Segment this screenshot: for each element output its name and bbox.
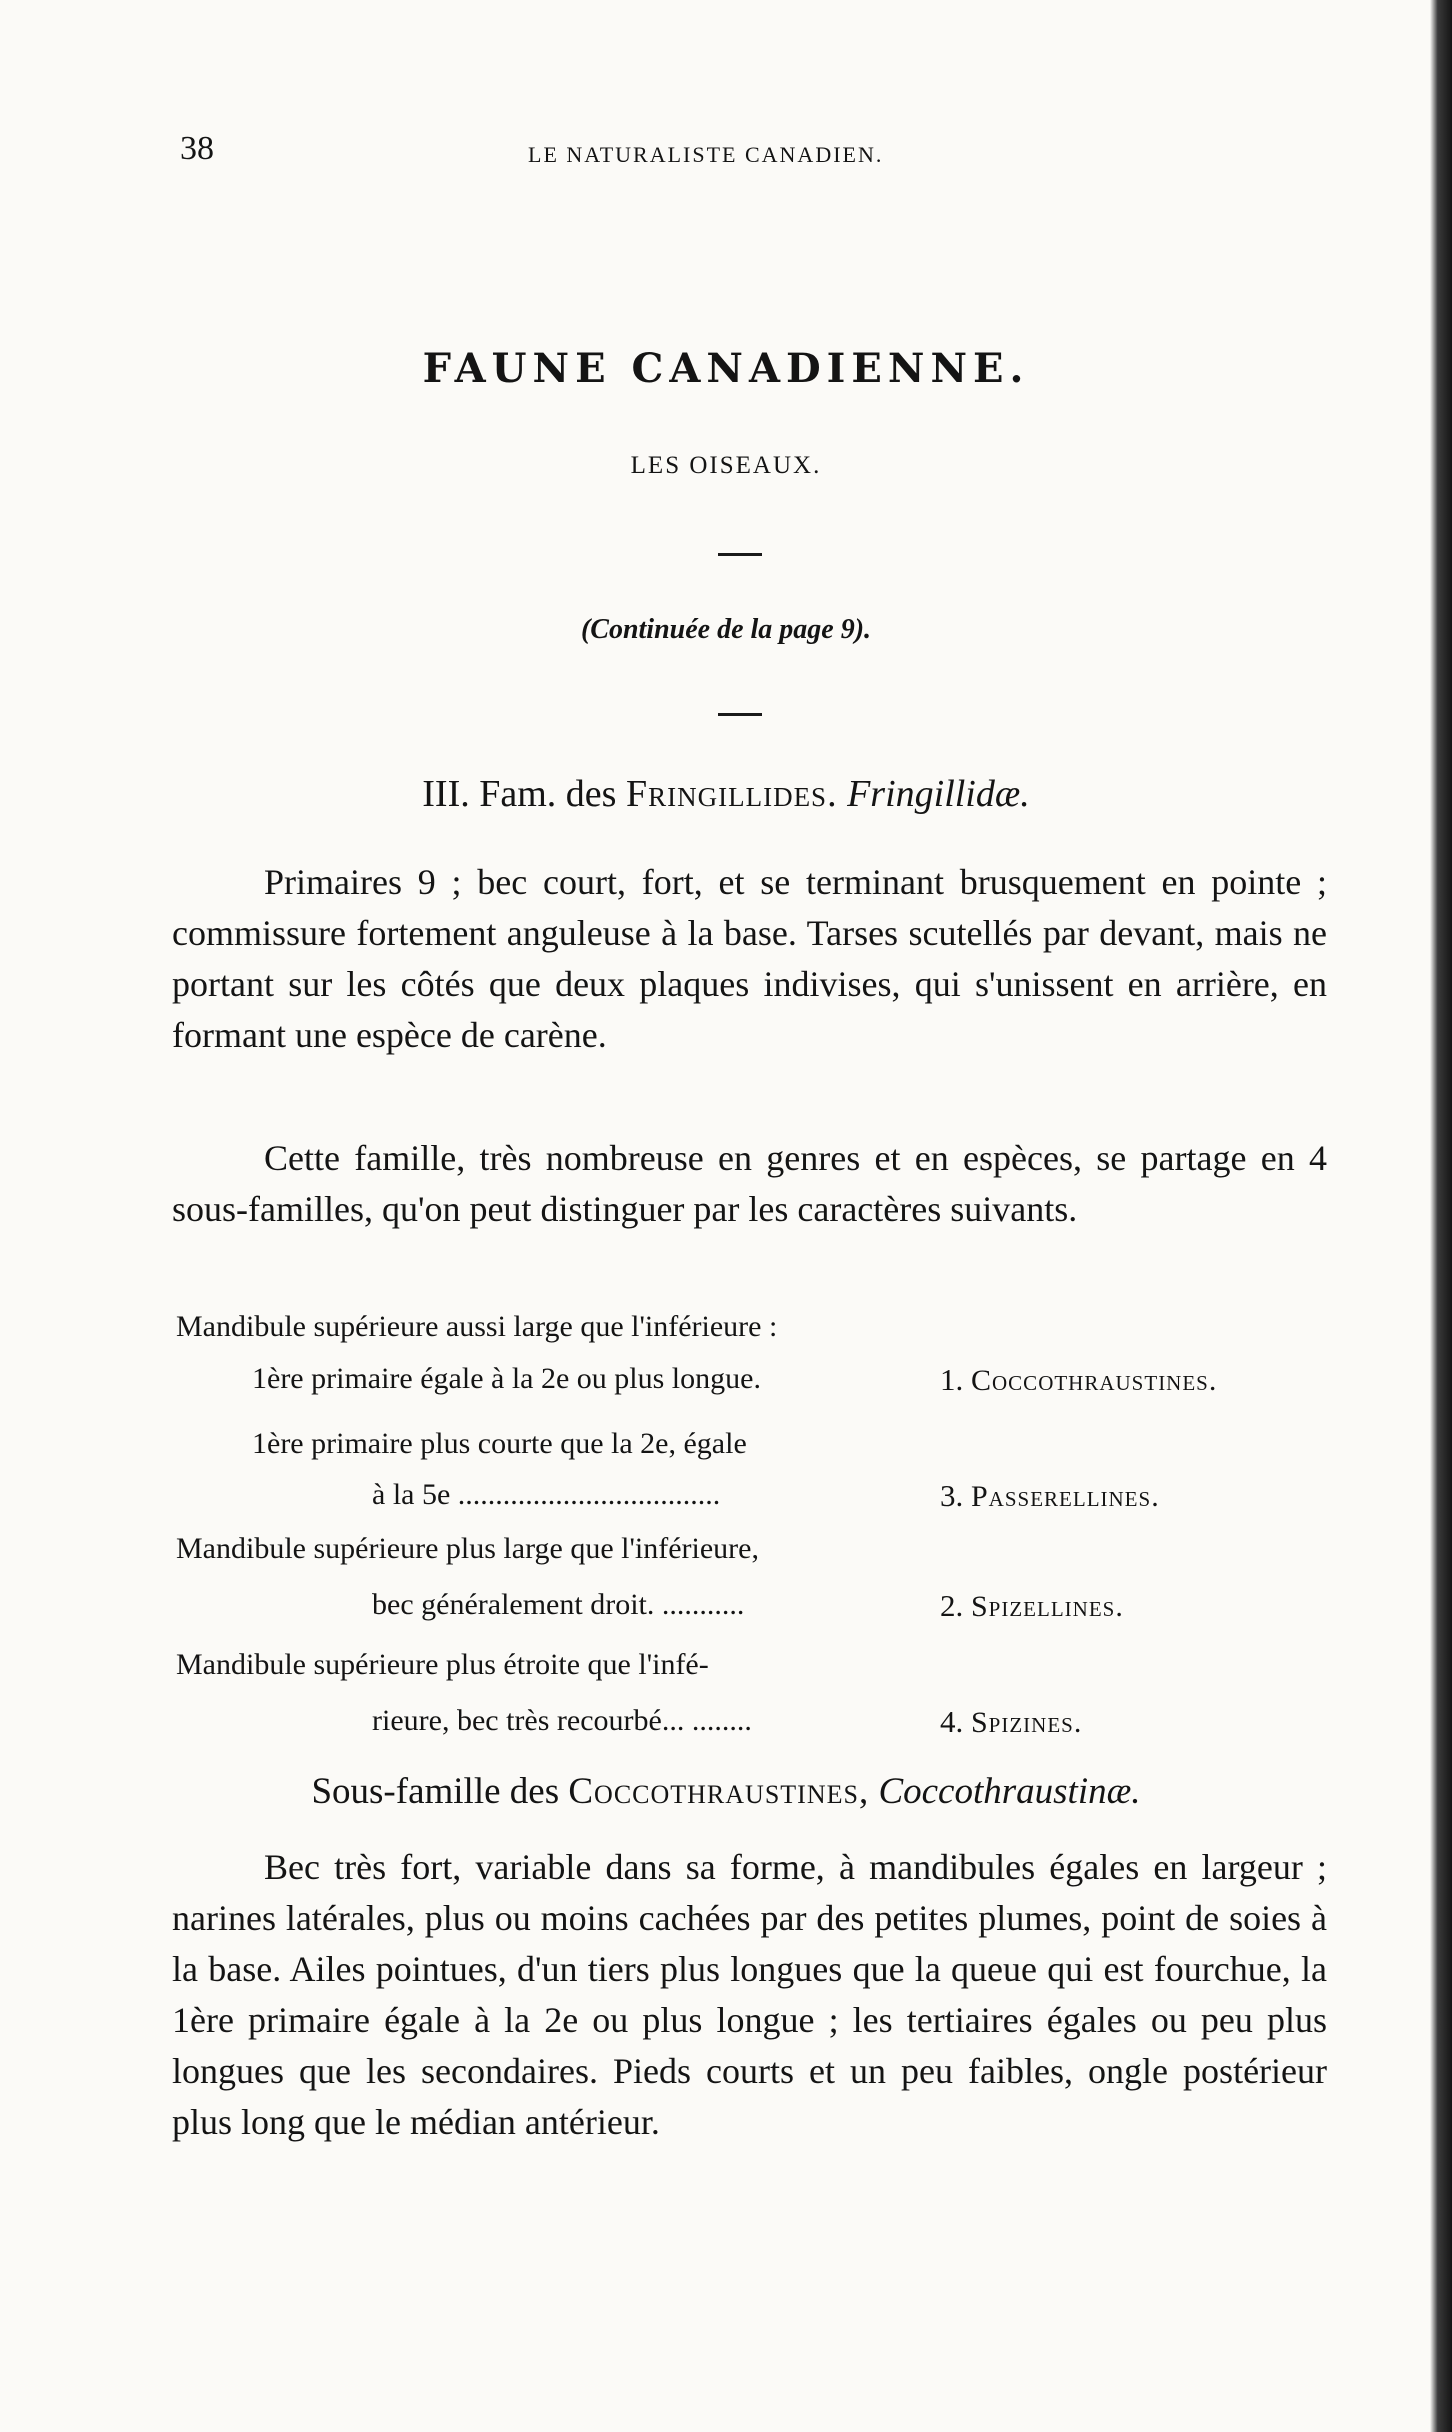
continued-text: (Continuée de la page 9). — [580, 614, 872, 645]
subfamily-heading — [0, 1770, 1452, 1813]
section-title: FAUNE CANADIENNE. — [422, 345, 1030, 392]
key-result — [940, 1478, 1160, 1514]
paragraph-characters: Primaires 9 ; bec court, fort, et se terminant brusquement en pointe ; commissure fortement anguleuse à la base. Tarses scutellés par devant, mais ne portant sur les côtés que deux plaques indivises, qui s'unissent en arrière, en formant une espèce de carène. — [172, 862, 1327, 1055]
family-name: Fringillides. — [625, 773, 838, 815]
page-number: 38 — [180, 130, 214, 167]
paragraph-subfamilies: Cette famille, très nombreuse en genres et en espèces, se partage en 4 sous-familles, qu'on peut distinguer par les caractères suivants. — [172, 1138, 1327, 1229]
subfamily-prefix: Sous-famille des — [311, 1771, 560, 1812]
continued-note — [0, 614, 1452, 646]
key-result-number: 1. — [940, 1362, 964, 1397]
key-result — [940, 1588, 1124, 1624]
key-result-number: 4. — [940, 1704, 964, 1739]
subfamily-name: Coccothraustines, — [568, 1771, 870, 1812]
subfamily-latin: Coccothraustinæ. — [878, 1771, 1141, 1812]
key-result-number: 3. — [940, 1478, 964, 1513]
key-result — [940, 1362, 1217, 1398]
running-head — [180, 130, 1320, 170]
family-latin: Fringillidæ. — [847, 773, 1030, 815]
journal-title: LE NATURALISTE CANADIEN. — [528, 142, 884, 167]
key-line: Mandibule supérieure plus large que l'inférieure, — [176, 1532, 759, 1565]
key-result-name: Passerellines. — [971, 1480, 1160, 1513]
family-prefix: III. Fam. des — [422, 773, 617, 815]
section-subtitle: LES OISEAUX. — [630, 452, 822, 479]
key-line: rieure, bec très recourbé... ........ — [372, 1704, 752, 1737]
key-result-number: 2. — [940, 1588, 964, 1623]
key-line: Mandibule supérieure aussi large que l'inférieure : — [176, 1310, 778, 1343]
key-line: Mandibule supérieure plus étroite que l'infé- — [176, 1648, 709, 1681]
key-result-name: Spizellines. — [971, 1590, 1124, 1623]
key-result-name: Spizines. — [971, 1706, 1083, 1739]
paragraph-coccothraustines: Bec très fort, variable dans sa forme, à mandibules égales en largeur ; narines latérales, plus ou moins cachées par des petites plumes, point de soies à la base. Ailes pointues, d'un tiers plus longues que la queue qui est fourchue, la 1ère primaire égale à la 2e ou plus longue ; les tertiaires égales ou peu plus longues que les secondaires. Pieds courts et un peu faibles, ongle postérieur plus long que le médian antérieur. — [172, 1847, 1327, 2142]
key-result-name: Coccothraustines. — [971, 1364, 1218, 1397]
key-result — [940, 1704, 1082, 1740]
family-heading — [0, 772, 1452, 816]
key-line: bec généralement droit. ........... — [372, 1588, 745, 1621]
separator-rule — [718, 713, 762, 716]
key-line: à la 5e ................................... — [372, 1478, 721, 1511]
separator-rule — [718, 553, 762, 556]
key-line: 1ère primaire plus courte que la 2e, égale — [252, 1427, 747, 1460]
key-line: 1ère primaire égale à la 2e ou plus longue. — [252, 1362, 761, 1395]
